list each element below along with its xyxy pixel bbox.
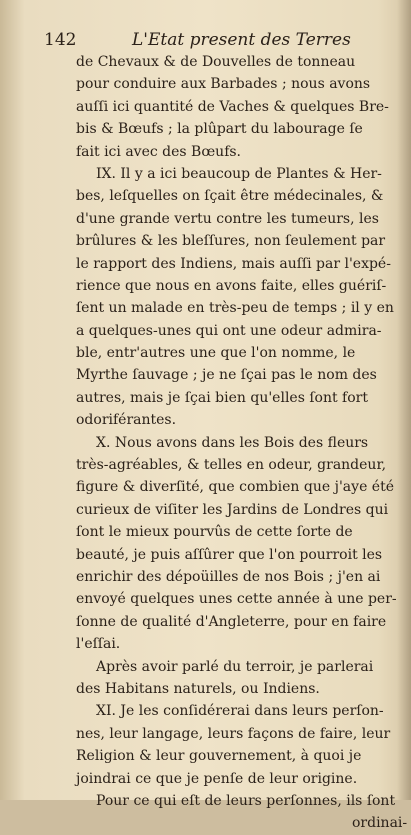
text-line: ſont le mieux pourvûs de cette ſorte de	[76, 524, 353, 541]
text-line: enrichir des dépoüilles de nos Bois ; j'en ai	[76, 568, 381, 585]
text-line: nes, leur langage, leurs façons de faire, leur	[76, 725, 391, 742]
text-line: curieux de viſiter les Jardins de Londres qui	[76, 501, 389, 518]
text-line: beauté, je puis aſſûrer que l'on pourroit les	[76, 546, 383, 563]
text-line: odoriférantes.	[76, 412, 177, 429]
page-header	[44, 30, 404, 52]
text-line: figure & diverſité, que combien que j'aye été	[76, 479, 394, 496]
text-line: IX. Il y a ici beaucoup de Plantes & Her-	[96, 165, 382, 182]
text-line: X. Nous avons dans les Bois des fleurs	[96, 434, 369, 451]
text-line: ble, entr'autres une que l'on nomme, le	[76, 345, 356, 362]
text-line: l'eſſai.	[76, 636, 121, 653]
text-line: Myrthe ſauvage ; je ne ſçai pas le nom des	[76, 367, 377, 384]
text-line: brûlures & les bleſſures, non ſeulement par	[76, 233, 386, 250]
text-line: a quelques-unes qui ont une odeur admira-	[76, 322, 382, 339]
text-line: auſſi ici quantité de Vaches & quelques Bre-	[76, 98, 389, 115]
text-line: pour conduire aux Barbades ; nous avons	[76, 76, 371, 93]
text-line: Pour ce qui eſt de leurs perſonnes, ils ſont	[96, 792, 396, 809]
text-line: le rapport des Indiens, mais auſſi par l'expé-	[76, 255, 391, 272]
text-line: très-agréables, & telles en odeur, grandeur,	[76, 457, 387, 474]
text-line: ordinai-	[352, 815, 408, 832]
text-line: joindrai ce que je penſe de leur origine.	[76, 770, 358, 787]
text-line: Après avoir parlé du terroir, je parlerai	[96, 658, 374, 675]
text-line: autres, mais je ſçai bien qu'elles ſont fort	[76, 389, 368, 406]
text-line: d'une grande vertu contre les tumeurs, les	[76, 210, 379, 227]
body-text	[76, 51, 406, 835]
text-line: Religion & leur gouvernement, à quoi je	[76, 748, 362, 765]
page-number: 142	[44, 30, 77, 50]
text-line: bes, leſquelles on ſçait être médecinales, &	[76, 188, 384, 205]
text-line: fait ici avec des Bœufs.	[76, 143, 242, 160]
text-line: bis & Bœufs ; la plûpart du labourage ſe	[76, 121, 363, 138]
text-line: ſent un malade en très-peu de temps ; il y en	[76, 300, 394, 317]
text-line: rience que nous en avons faite, elles guériſ-	[76, 277, 387, 294]
running-title: L'Etat present des Terres	[132, 30, 351, 50]
text-line: des Habitans naturels, ou Indiens.	[76, 680, 320, 697]
text-line: XI. Je les conſidérerai dans leurs perſon-	[96, 703, 384, 720]
text-line: envoyé quelques unes cette année à une per-	[76, 591, 397, 608]
text-line: de Chevaux & de Douvelles de tonneau	[76, 54, 356, 70]
text-line: ſonne de qualité d'Angleterre, pour en faire	[76, 613, 387, 630]
